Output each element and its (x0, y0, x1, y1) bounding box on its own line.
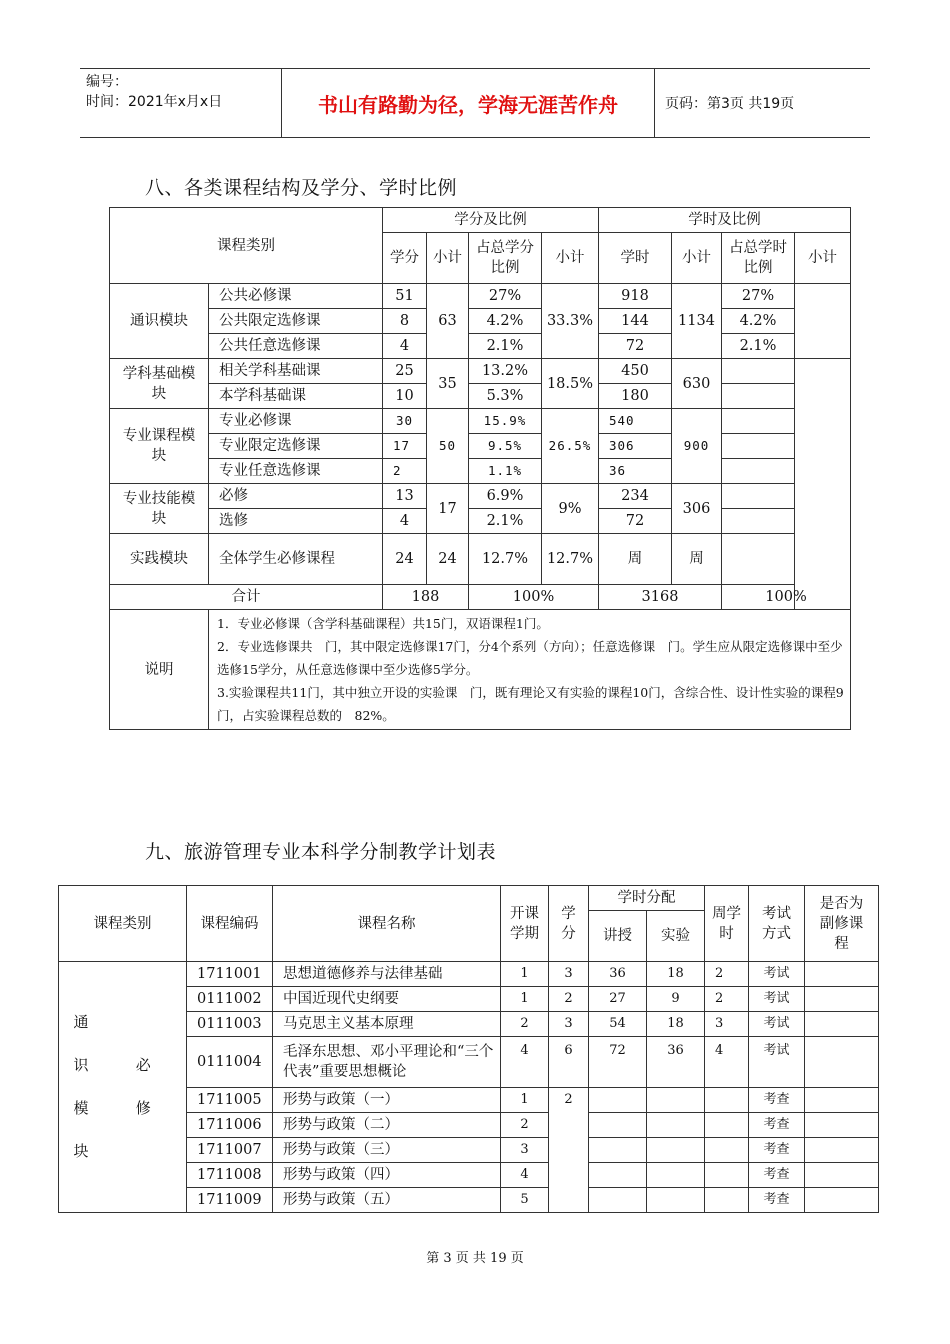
minor-cell (805, 987, 879, 1012)
exam-cell: 考试 (749, 1037, 805, 1088)
course-code: 1711005 (187, 1088, 273, 1113)
lab-cell (647, 1188, 705, 1213)
hour-pct-cell: 27% (722, 284, 795, 309)
notes-block (209, 610, 851, 730)
lab-cell (647, 1163, 705, 1188)
lecture-cell (589, 1088, 647, 1113)
credit-cell: 4 (383, 509, 427, 534)
head-code: 课程编码 (187, 886, 273, 962)
credit-pct-cell: 12.7% (469, 534, 542, 585)
empty-cell (795, 284, 851, 359)
total-hours: 3168 (599, 585, 722, 610)
minor-cell (805, 1113, 879, 1138)
doc-number-label: 编号： (86, 74, 128, 90)
credit-cell: 10 (383, 384, 427, 409)
head-hours-group: 学时分配 (589, 886, 705, 911)
note-item: 2．专业选修课共 门，其中限定选修课17门，分4个系列（方向）；任意选修课 门。学生应从限定选修课中至少选修15学分，从任意选修课中至少选修5学分。 (217, 639, 843, 677)
course-code: 1711001 (187, 962, 273, 987)
hour-pct-cell (722, 509, 795, 534)
sub-category-label: 必修 (101, 962, 187, 1213)
minor-cell (805, 1163, 879, 1188)
credit-cell: 3 (549, 962, 589, 987)
module-name: 专业技能模块 (110, 484, 209, 534)
empty-cell (795, 359, 851, 610)
hours-cell: 72 (599, 334, 672, 359)
hours-cell: 72 (599, 509, 672, 534)
head-weekly-hours: 周学时 (705, 886, 749, 962)
semester-cell: 3 (501, 1138, 549, 1163)
hours-cell: 234 (599, 484, 672, 509)
semester-cell: 5 (501, 1188, 549, 1213)
weekly-cell: 4 (705, 1037, 749, 1088)
hour-pct-cell: 4.2% (722, 309, 795, 334)
hours-cell: 450 (599, 359, 672, 384)
credit-pct-cell: 27% (469, 284, 542, 309)
hours-subtotal: 630 (672, 359, 722, 409)
semester-cell: 1 (501, 987, 549, 1012)
hour-pct-cell (722, 384, 795, 409)
credit-subtotal: 24 (427, 534, 469, 585)
module-vertical-label: 通识模块 (59, 962, 101, 1213)
credit-pct-cell: 6.9% (469, 484, 542, 509)
head-lecture: 讲授 (589, 911, 647, 962)
course-type: 公共任意选修课 (209, 334, 383, 359)
section-9-title: 九、旅游管理专业本科学分制教学计划表 (145, 841, 497, 863)
course-type: 必修 (209, 484, 383, 509)
credit-pct-cell: 15.9% (469, 409, 542, 434)
credit-subtotal: 63 (427, 284, 469, 359)
hours-cell: 144 (599, 309, 672, 334)
credit-cell: 51 (383, 284, 427, 309)
course-type: 公共必修课 (209, 284, 383, 309)
head-credit: 学分 (549, 886, 589, 962)
course-type: 本学科基础课 (209, 384, 383, 409)
hours-cell: 918 (599, 284, 672, 309)
minor-cell (805, 1138, 879, 1163)
course-code: 1711008 (187, 1163, 273, 1188)
weekly-cell (705, 1163, 749, 1188)
credit-pct-cell: 4.2% (469, 309, 542, 334)
note-item: 3.实验课程共11门，其中独立开设的实验课 门，既有理论又有实验的课程10门，含综合性、设计性实验的课程9 门，占实验课程总数的 82%。 (217, 685, 844, 723)
course-name: 形势与政策（二） (273, 1113, 501, 1138)
head-subtotal: 小计 (542, 233, 599, 284)
head-credit-group: 学分及比例 (383, 208, 599, 233)
page-header (80, 68, 870, 138)
course-code: 0111002 (187, 987, 273, 1012)
credit-pct-cell: 2.1% (469, 509, 542, 534)
weekly-cell: 3 (705, 1012, 749, 1037)
total-hour-pct: 100% (722, 585, 851, 610)
credit-cell: 3 (549, 1012, 589, 1037)
doc-date-label: 时间：2021年x月x日 (86, 94, 223, 110)
head-minor: 是否为副修课程 (805, 886, 879, 962)
hour-pct-cell (722, 434, 795, 459)
credit-pct-subtotal: 12.7% (542, 534, 599, 585)
lecture-cell: 36 (589, 962, 647, 987)
course-name: 形势与政策（四） (273, 1163, 501, 1188)
credit-pct-cell: 1.1% (469, 459, 542, 484)
head-hour-pct: 占总学时比例 (722, 233, 795, 284)
course-code: 1711006 (187, 1113, 273, 1138)
credit-cell: 2 (383, 459, 427, 484)
hours-subtotal: 1134 (672, 284, 722, 359)
head-hours: 学时 (599, 233, 672, 284)
semester-cell: 1 (501, 962, 549, 987)
credit-cell: 25 (383, 359, 427, 384)
module-name: 通识模块 (110, 284, 209, 359)
hours-cell: 36 (599, 459, 672, 484)
course-type: 相关学科基础课 (209, 359, 383, 384)
course-type: 专业任意选修课 (209, 459, 383, 484)
hour-pct-cell: 2.1% (722, 334, 795, 359)
course-name: 形势与政策（三） (273, 1138, 501, 1163)
course-type: 选修 (209, 509, 383, 534)
course-name: 形势与政策（五） (273, 1188, 501, 1213)
module-name: 专业课程模块 (110, 409, 209, 484)
hour-pct-cell (722, 409, 795, 434)
credit-cell: 17 (383, 434, 427, 459)
course-name: 毛泽东思想、邓小平理论和“三个代表”重要思想概论 (273, 1037, 501, 1088)
hours-subtotal: 900 (672, 409, 722, 484)
head-lab: 实验 (647, 911, 705, 962)
credit-pct-cell: 13.2% (469, 359, 542, 384)
hours-subtotal: 周 (672, 534, 722, 585)
credit-pct-cell: 5.3% (469, 384, 542, 409)
minor-cell (805, 962, 879, 987)
head-credit: 学分 (383, 233, 427, 284)
credit-cell: 2 (549, 1088, 589, 1213)
course-type: 专业必修课 (209, 409, 383, 434)
course-name: 中国近现代史纲要 (273, 987, 501, 1012)
semester-cell: 2 (501, 1113, 549, 1138)
section-8-title: 八、各类课程结构及学分、学时比例 (145, 177, 458, 199)
course-code: 0111003 (187, 1012, 273, 1037)
head-course-name: 课程名称 (273, 886, 501, 962)
hour-pct-cell (722, 459, 795, 484)
hour-pct-cell (722, 484, 795, 509)
lab-cell: 9 (647, 987, 705, 1012)
course-type: 专业限定选修课 (209, 434, 383, 459)
credit-subtotal: 17 (427, 484, 469, 534)
weekly-cell (705, 1188, 749, 1213)
minor-cell (805, 1188, 879, 1213)
exam-cell: 考查 (749, 1113, 805, 1138)
weekly-cell: 2 (705, 962, 749, 987)
course-name: 马克思主义基本原理 (273, 1012, 501, 1037)
exam-cell: 考查 (749, 1163, 805, 1188)
exam-cell: 考试 (749, 962, 805, 987)
lecture-cell: 54 (589, 1012, 647, 1037)
head-subtotal: 小计 (795, 233, 851, 284)
lecture-cell (589, 1113, 647, 1138)
note-item: 1．专业必修课（含学科基础课程）共15门，双语课程1门。 (217, 616, 549, 631)
weekly-cell (705, 1088, 749, 1113)
head-semester: 开课学期 (501, 886, 549, 962)
course-code: 1711009 (187, 1188, 273, 1213)
course-code: 1711007 (187, 1138, 273, 1163)
credit-pct-cell: 2.1% (469, 334, 542, 359)
lecture-cell (589, 1163, 647, 1188)
course-code: 0111004 (187, 1037, 273, 1088)
total-credit: 188 (383, 585, 469, 610)
credit-cell: 4 (383, 334, 427, 359)
lab-cell: 36 (647, 1037, 705, 1088)
head-credit-pct: 占总学分比例 (469, 233, 542, 284)
lab-cell: 18 (647, 962, 705, 987)
head-subtotal: 小计 (427, 233, 469, 284)
credit-pct-subtotal: 18.5% (542, 359, 599, 409)
semester-cell: 4 (501, 1037, 549, 1088)
exam-cell: 考试 (749, 1012, 805, 1037)
credit-cell: 6 (549, 1037, 589, 1088)
credit-cell: 8 (383, 309, 427, 334)
course-structure-table (109, 207, 851, 730)
lab-cell (647, 1138, 705, 1163)
weekly-cell: 2 (705, 987, 749, 1012)
lab-cell: 18 (647, 1012, 705, 1037)
head-category: 课程类别 (110, 208, 383, 284)
credit-subtotal: 35 (427, 359, 469, 409)
hours-cell: 540 (599, 409, 672, 434)
credit-cell: 24 (383, 534, 427, 585)
lecture-cell: 72 (589, 1037, 647, 1088)
weekly-cell (705, 1138, 749, 1163)
minor-cell (805, 1012, 879, 1037)
lecture-cell: 27 (589, 987, 647, 1012)
credit-cell: 2 (549, 987, 589, 1012)
total-credit-pct: 100% (469, 585, 599, 610)
head-subtotal: 小计 (672, 233, 722, 284)
minor-cell (805, 1088, 879, 1113)
weekly-cell (705, 1113, 749, 1138)
semester-cell: 1 (501, 1088, 549, 1113)
credit-pct-cell: 9.5% (469, 434, 542, 459)
hours-subtotal: 306 (672, 484, 722, 534)
semester-cell: 4 (501, 1163, 549, 1188)
total-label: 合计 (110, 585, 383, 610)
header-meta (80, 69, 282, 137)
header-page-label: 页码：第3页 共19页 (665, 96, 795, 112)
module-name: 实践模块 (110, 534, 209, 585)
page-footer: 第 3 页 共 19 页 (426, 1251, 524, 1266)
exam-cell: 考查 (749, 1088, 805, 1113)
head-category: 课程类别 (59, 886, 187, 962)
notes-label: 说明 (110, 610, 209, 730)
credit-pct-subtotal: 33.3% (542, 284, 599, 359)
credit-pct-subtotal: 26.5% (542, 409, 599, 484)
lab-cell (647, 1113, 705, 1138)
credit-pct-subtotal: 9% (542, 484, 599, 534)
course-name: 形势与政策（一） (273, 1088, 501, 1113)
lecture-cell (589, 1138, 647, 1163)
course-name: 思想道德修养与法律基础 (273, 962, 501, 987)
hours-cell: 周 (599, 534, 672, 585)
module-name: 学科基础模块 (110, 359, 209, 409)
header-motto: 书山有路勤为径，学海无涯苦作舟 (282, 69, 655, 137)
exam-cell: 考查 (749, 1188, 805, 1213)
course-type: 公共限定选修课 (209, 309, 383, 334)
hours-cell: 180 (599, 384, 672, 409)
lab-cell (647, 1088, 705, 1113)
head-hour-group: 学时及比例 (599, 208, 851, 233)
minor-cell (805, 1037, 879, 1088)
hour-pct-cell (722, 359, 795, 384)
credit-cell: 30 (383, 409, 427, 434)
exam-cell: 考查 (749, 1138, 805, 1163)
semester-cell: 2 (501, 1012, 549, 1037)
exam-cell: 考试 (749, 987, 805, 1012)
course-type: 全体学生必修课程 (209, 534, 383, 585)
credit-subtotal: 50 (427, 409, 469, 484)
credit-cell: 13 (383, 484, 427, 509)
hours-cell: 306 (599, 434, 672, 459)
lecture-cell (589, 1188, 647, 1213)
head-exam-type: 考试方式 (749, 886, 805, 962)
hour-pct-cell (722, 534, 795, 585)
teaching-plan-table (58, 885, 879, 1213)
